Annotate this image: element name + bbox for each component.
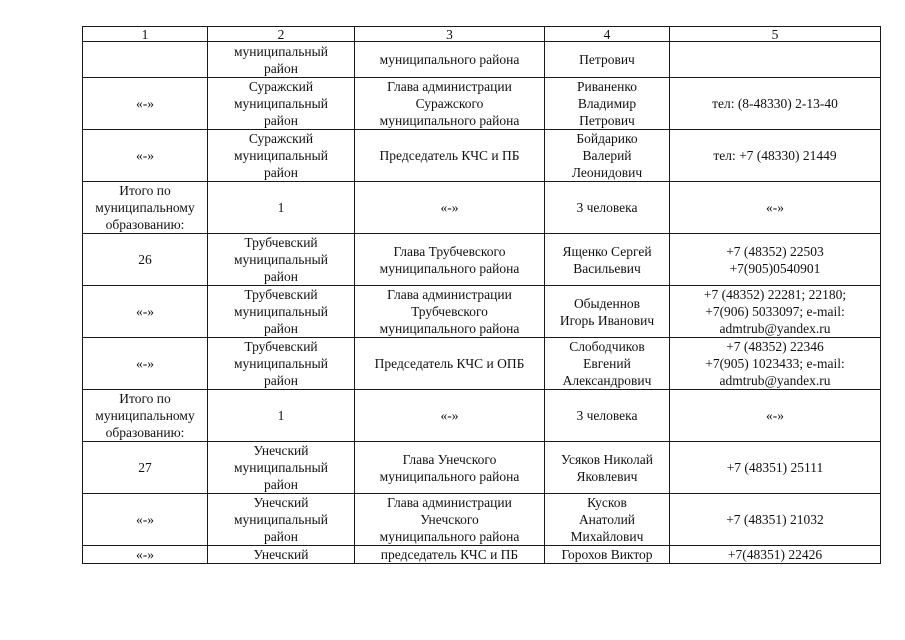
table-cell-person: Усяков Николай Яковлевич bbox=[545, 442, 670, 494]
table-cell-position: «-» bbox=[355, 182, 545, 234]
table-row bbox=[83, 494, 881, 546]
table-cell-position: Глава администрации Унечского муниципального района bbox=[355, 494, 545, 546]
table-cell-position: Глава Унечского муниципального района bbox=[355, 442, 545, 494]
table-cell-contacts: тел: +7 (48330) 21449 bbox=[670, 130, 881, 182]
table-row bbox=[83, 42, 881, 78]
table-row bbox=[83, 338, 881, 390]
table-cell-contacts bbox=[670, 42, 881, 78]
table-cell-position: председатель КЧС и ПБ bbox=[355, 546, 545, 564]
table-row-subtotal bbox=[83, 182, 881, 234]
table-cell-person: Петрович bbox=[545, 42, 670, 78]
table-cell-person: Обыденнов Игорь Иванович bbox=[545, 286, 670, 338]
table-cell-number: Итого по муниципальному образованию: bbox=[83, 182, 208, 234]
table-cell-number: «-» bbox=[83, 338, 208, 390]
table-row bbox=[83, 130, 881, 182]
table-cell-district: Трубчевский муниципальный район bbox=[208, 338, 355, 390]
table-cell-person: Кусков Анатолий Михайлович bbox=[545, 494, 670, 546]
table-cell-number: 27 bbox=[83, 442, 208, 494]
table-cell-number: «-» bbox=[83, 546, 208, 564]
table-cell-district: Трубчевский муниципальный район bbox=[208, 286, 355, 338]
table-cell-contacts: +7 (48352) 22503 +7(905)0540901 bbox=[670, 234, 881, 286]
table-cell-district: 1 bbox=[208, 390, 355, 442]
table-cell-person: 3 человека bbox=[545, 390, 670, 442]
table-cell-position: Глава администрации Суражского муниципального района bbox=[355, 78, 545, 130]
table-cell-person: Риваненко Владимир Петрович bbox=[545, 78, 670, 130]
table-cell-district: Суражский муниципальный район bbox=[208, 130, 355, 182]
table-cell-position: муниципального района bbox=[355, 42, 545, 78]
table-cell-person: 3 человека bbox=[545, 182, 670, 234]
table-cell-contacts: +7 (48352) 22281; 22180; +7(906) 5033097; e-mail: admtrub@yandex.ru bbox=[670, 286, 881, 338]
table-cell-contacts: тел: (8-48330) 2-13-40 bbox=[670, 78, 881, 130]
table-cell-district: 1 bbox=[208, 182, 355, 234]
table-cell-contacts: «-» bbox=[670, 182, 881, 234]
table-row-subtotal bbox=[83, 390, 881, 442]
table-cell-number: «-» bbox=[83, 130, 208, 182]
table-cell-contacts: «-» bbox=[670, 390, 881, 442]
table-row bbox=[83, 442, 881, 494]
table-cell-number: «-» bbox=[83, 78, 208, 130]
table-cell-person: Бойдарико Валерий Леонидович bbox=[545, 130, 670, 182]
contacts-table bbox=[82, 26, 881, 564]
table-cell-district: Унечский bbox=[208, 546, 355, 564]
table-cell-position: Глава администрации Трубчевского муниципального района bbox=[355, 286, 545, 338]
table-cell-district: Унечский муниципальный район bbox=[208, 442, 355, 494]
table-cell-number: «-» bbox=[83, 494, 208, 546]
table-cell-person: Слободчиков Евгений Александрович bbox=[545, 338, 670, 390]
table-cell-number: Итого по муниципальному образованию: bbox=[83, 390, 208, 442]
column-header: 2 bbox=[208, 27, 355, 42]
table-header bbox=[83, 27, 881, 42]
table-cell-position: Председатель КЧС и ПБ bbox=[355, 130, 545, 182]
column-header: 5 bbox=[670, 27, 881, 42]
table-cell-position: «-» bbox=[355, 390, 545, 442]
table-cell-district: Унечский муниципальный район bbox=[208, 494, 355, 546]
table-cell-contacts: +7 (48351) 25111 bbox=[670, 442, 881, 494]
table-cell-district: Трубчевский муниципальный район bbox=[208, 234, 355, 286]
table-cell-number: 26 bbox=[83, 234, 208, 286]
table-cell-position: Председатель КЧС и ОПБ bbox=[355, 338, 545, 390]
column-header: 4 bbox=[545, 27, 670, 42]
header-row bbox=[83, 27, 881, 42]
table-cell-person: Ященко Сергей Васильевич bbox=[545, 234, 670, 286]
table-cell-district: Суражский муниципальный район bbox=[208, 78, 355, 130]
table-row bbox=[83, 546, 881, 564]
table-cell-contacts: +7(48351) 22426 bbox=[670, 546, 881, 564]
table-cell-position: Глава Трубчевского муниципального района bbox=[355, 234, 545, 286]
table-cell-person: Горохов Виктор bbox=[545, 546, 670, 564]
table-cell-contacts: +7 (48351) 21032 bbox=[670, 494, 881, 546]
table-cell-district: муниципальный район bbox=[208, 42, 355, 78]
table-row bbox=[83, 286, 881, 338]
table-cell-contacts: +7 (48352) 22346 +7(905) 1023433; e-mail: admtrub@yandex.ru bbox=[670, 338, 881, 390]
column-header: 3 bbox=[355, 27, 545, 42]
table-body bbox=[83, 42, 881, 564]
column-header: 1 bbox=[83, 27, 208, 42]
table-cell-number bbox=[83, 42, 208, 78]
table-row bbox=[83, 234, 881, 286]
table-cell-number: «-» bbox=[83, 286, 208, 338]
table-row bbox=[83, 78, 881, 130]
